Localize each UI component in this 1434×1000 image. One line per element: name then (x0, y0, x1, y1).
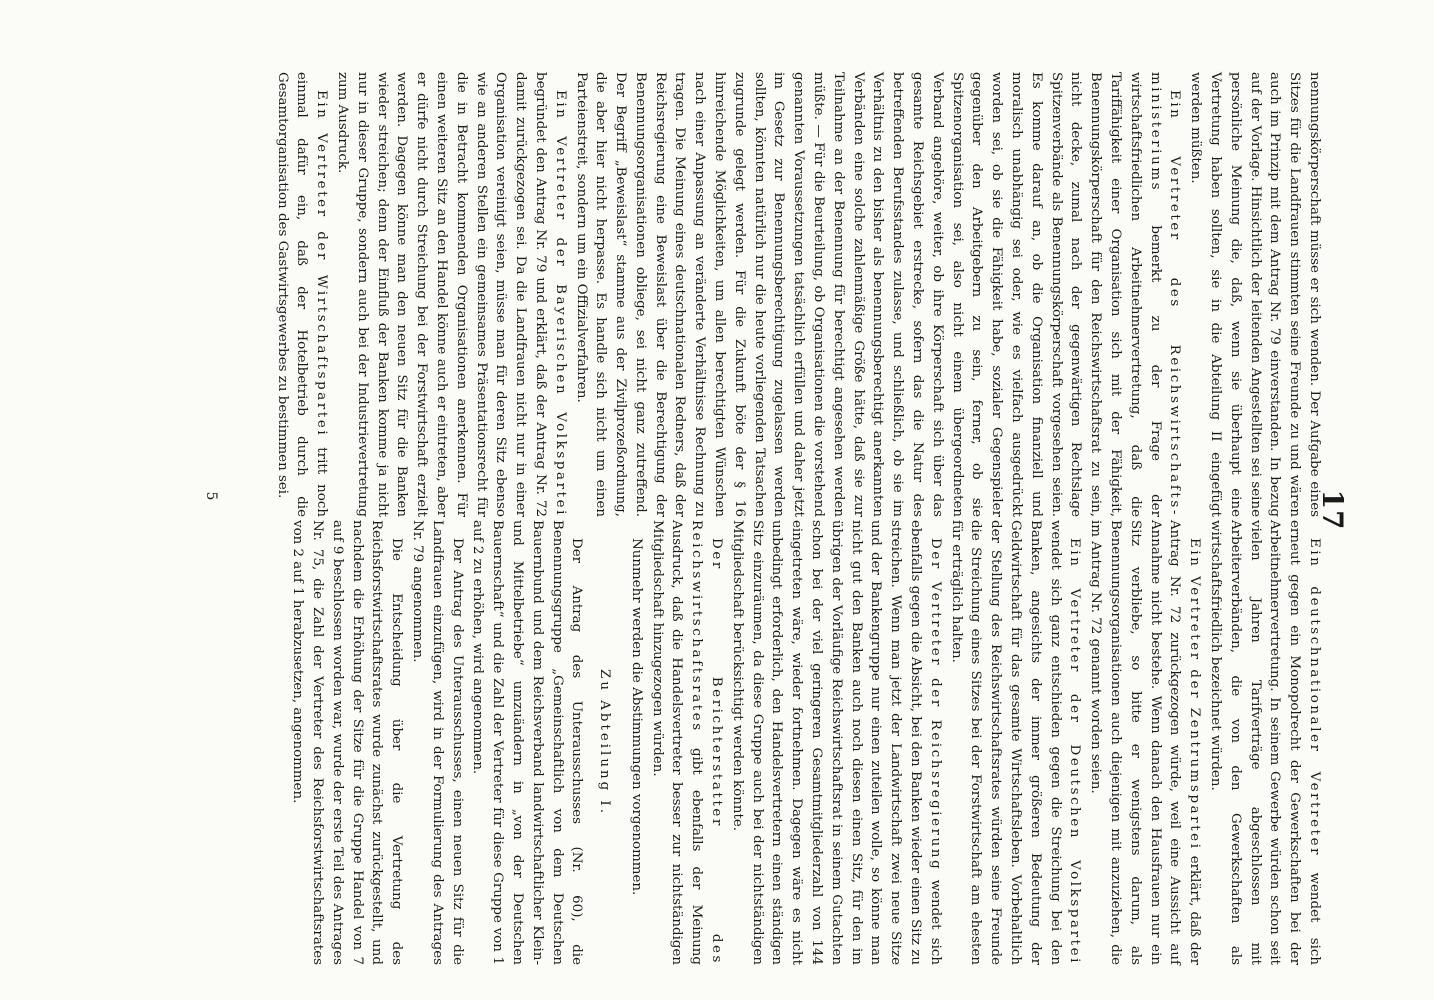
speaker-label: Ein Vertreter der Deutschen Volkspartei (1067, 538, 1083, 965)
speaker-label: Der Berichterstatter des Reichswirtschaftsrates (689, 520, 725, 965)
paragraph: Nunmehr werden die Abstimmungen vorgenommen. (628, 538, 644, 896)
speaker-label: Der Vertreter der Reichsregierung (927, 538, 943, 872)
paragraph: nennungskörperschaft müsse er sich wenden. Der Aufgabe eines Sitzes für die Landfrauen stimmten seine Freunde zu und wären auch im Prinzip mit dem Antrag Nr. 79 einverstanden. In bezug auf der Vorlage. Hinsichtlich der leitenden Angestellten sei seine persönliche Meinung die, daß, wenn sie überhaupt eine Vertretung haben sollten, sie in die Abteilung II eingefügt werden müßten. (1188, 72, 1322, 517)
paragraph-text: erklärt, daß der Antrag Nr. 72 zurückgezogen würde, weil eine Aussicht auf Annahme nicht bestehe. Wenn danach den Hausfrauen nur ein Sitz verbliebe, so bitte er wenigstens darum, als Benennungsorganisationen auch diejenigen mit anzuziehen, die im Antrag Nr. 72 genannt worden seien. (1088, 520, 1203, 965)
paragraph-text: bemerkt zu der Frage der wirtschaftsfriedlichen Arbeitnehmervertretung, daß die Tariffähigkeit einer Organisation sich mit der Fähigkeit, Benennungskörperschaft für den Reichswirtschaftsrat zu sein, nicht decke, zumal nach der gegenwärtigen Rechtslage Spitzenverbände als Benennungskörperschaft vorgesehen seien. Es komme darauf an, ob die Organisation finanziell und moralisch unabhängig sei oder, wie es vielfach ausgedrückt worden sei, ob sie die Fähigkeit habe, sozialer Gegenspieler gegenüber den Arbeitgebern zu sein, ferner, ob sie Spitzenorganisation sei, also nicht einem übergeordneten Verband angehöre, weiter, ob ihre Körperschaft sich über das gesamte Reichsgebiet erstrecke, sofern das die Natur des betreffenden Berufsstandes zulasse, und schließlich, ob sie im Verhältnis zu den bisher als benennungsberechtigt anerkannten Verbänden eine solche zahlenmäßige Größe hätte, daß sie zur Teilnahme an der Benennung für berechtigt angesehen werden müßte. — Für die Beurteilung, ob Organisationen die vorstehend genannten Voraussetzungen tatsächlich erfüllen und daher jetzt im Gesetz zur Benennungsberechtigung zugelassen werden sollten, könnten natürlich nur die heute vorliegenden Tatsachen zugrunde gelegt werden. Für die Zukunft böte der § 16 hinreichende Möglichkeiten, um allen berechtigten Wünschen nach einer Anpassung an veränderte Verhältnisse Rechnung zu tragen. Die Meinung eines deutschnationalen Redners, daß der Reichsregierung eine Beweislast über die Berechtigung der Benennungsorganisationen obliege, sei nicht ganz zutreffend. Der Begriff „Beweislast“ stamme aus der Zivilprozeßordnung, die aber hier nicht herpasse. Es handle sich nicht um einen Parteienstreit, sondern um ein Offizialverfahren. (573, 72, 1163, 518)
paragraph (946, 520, 1085, 965)
paragraph (332, 72, 570, 517)
paragraph-text: wendet sich ganz entschieden gegen die Streichung bei den Banken, angesichts der immer größeren Bedeutung der Geldwirtschaft für das gesamte Wirtschaftsleben. Vorbehaltlich der Stellung des Reichswirtschaftsrates würden seine Freunde die Streichung eines Sitzes bei der Forstwirtschaft am ehesten für erträglich halten. (948, 520, 1063, 965)
paragraph-text: wendet sich ebenfalls gegen die Absicht, bei den Banken wieder einen Sitz zu streichen. Wenn man jetzt der Landwirtschaft zwei neue Sitze und der Bankengruppe nur einen zuteilen wolle, so könne man nicht gut den Banken auch noch diesen einen Sitz, für den im übrigen der Vorläufige Reichswirtschaftsrat in seinem Gutachten schon bei der viel geringeren Gesamtmitgliederzahl von 144 eingetreten wäre, wieder fortnehmen. Dagegen wäre es nicht unbedingt erforderlich, den Handelsvertretern einen ständigen Sitz einzuräumen, da diese Gruppe auch bei der nichtständigen Mitgliedschaft berücksichtigt werden könnte. (729, 520, 943, 965)
paragraph (571, 72, 1185, 517)
right-column (286, 520, 1324, 965)
paragraph (727, 520, 945, 965)
paragraph (1205, 520, 1324, 965)
left-column (271, 72, 1324, 517)
paragraph-text: tritt noch einmal dafür ein, daß der Hotelbetrieb durch die Gesamtorganisation des Gastwirtsgewerbes zu bestimmen sei. (274, 72, 330, 517)
paragraph-text: wendet sich erneut gegen ein Monopolrecht der Gewerkschaften bei der Arbeitnehmervertretung. In seinem Gewerbe würden schon seit vielen Jahren Tarifverträge abgeschlossen mit Arbeiterverbänden, die von den Gewerkschaften als wirtschaftsfriedlich bezeichnet würden. (1208, 520, 1322, 965)
paragraph-text: gibt ebenfalls der Meinung Ausdruck, daß die Handelsvertreter besser zur nichtständigen Mitgliedschaft hinzugezogen würden. (649, 520, 705, 965)
speaker-label: Ein Vertreter des Reichswirtschafts-ministeriums (1147, 72, 1183, 517)
paragraph-text: begründet den Antrag Nr. 79 und erklärt, daß der Antrag Nr. 72 damit zurückgezogen sei. Da die Landfrauen nicht nur in einer Organisation vereinigt seien, müsse man für deren Sitz ebenso wie an anderen Stellen ein gemeinsames Präsentationsrecht für die in Betracht kommenden Organisationen anerkennen. Für einen weiteren Sitz an den Handel könne auch er eintreten, aber er dürfe nicht durch Streichung bei der Forstwirtschaft erzielt werden. Dagegen könne man den neuen Sitz für die Banken wieder streichen; denn der Einfluß der Banken komme ja nicht nur in dieser Gruppe, sondern auch bei der Industrievertretung zum Ausdruck. (334, 72, 548, 517)
speaker-label: Ein deutschnationaler Vertreter (1307, 538, 1322, 858)
paragraph: Der Antrag des Unterausschusses, einen neuen Sitz für die Landfrauen einzufügen, wird in der Formulierung des Antrages Nr. 79 angenommen. (409, 520, 465, 965)
paragraph: Der Antrag des Unterausschusses (Nr. 60), die Benennungsgruppe „Gemeinschaftlich von dem Deutschen Bauernbund und dem Reichsverband landwirtschaftlicher Klein- und Mittelbetriebe“ umzuändern in „von der Deutschen Bauernschaft“ und die Zahl der Vertreter für diese Gruppe von 1 auf 2 zu erhöhen, wird angenommen. (470, 520, 585, 965)
section-heading: Zu Abteilung I. (597, 669, 613, 816)
paragraph (272, 72, 331, 517)
sheet-mark: 5 (203, 491, 219, 501)
speaker-label: Ein Vertreter der Bayerischen Volkspartei (552, 90, 568, 517)
speaker-label: Ein Vertreter der Zentrumspartei (1187, 538, 1203, 851)
page-number: 17 (1316, 489, 1349, 531)
speaker-label: Ein Vertreter der Wirtschaftspartei (314, 90, 330, 438)
paragraph (647, 520, 726, 965)
paragraph: Die Entscheidung über die Vertretung des Reichsforstwirtschaftsrates wurde zunächst zurückgestellt, und nachdem die Erhöhung der Sitze für die Gruppe Handel von 7 auf 9 beschlossen worden war, wurde der erste Teil des Antrages Nr. 75, die Zahl der Vertreter des Reichsforstwirtschaftsrates von 2 auf 1 herabzusetzen, angenommen. (290, 520, 405, 965)
paragraph (1085, 520, 1204, 965)
